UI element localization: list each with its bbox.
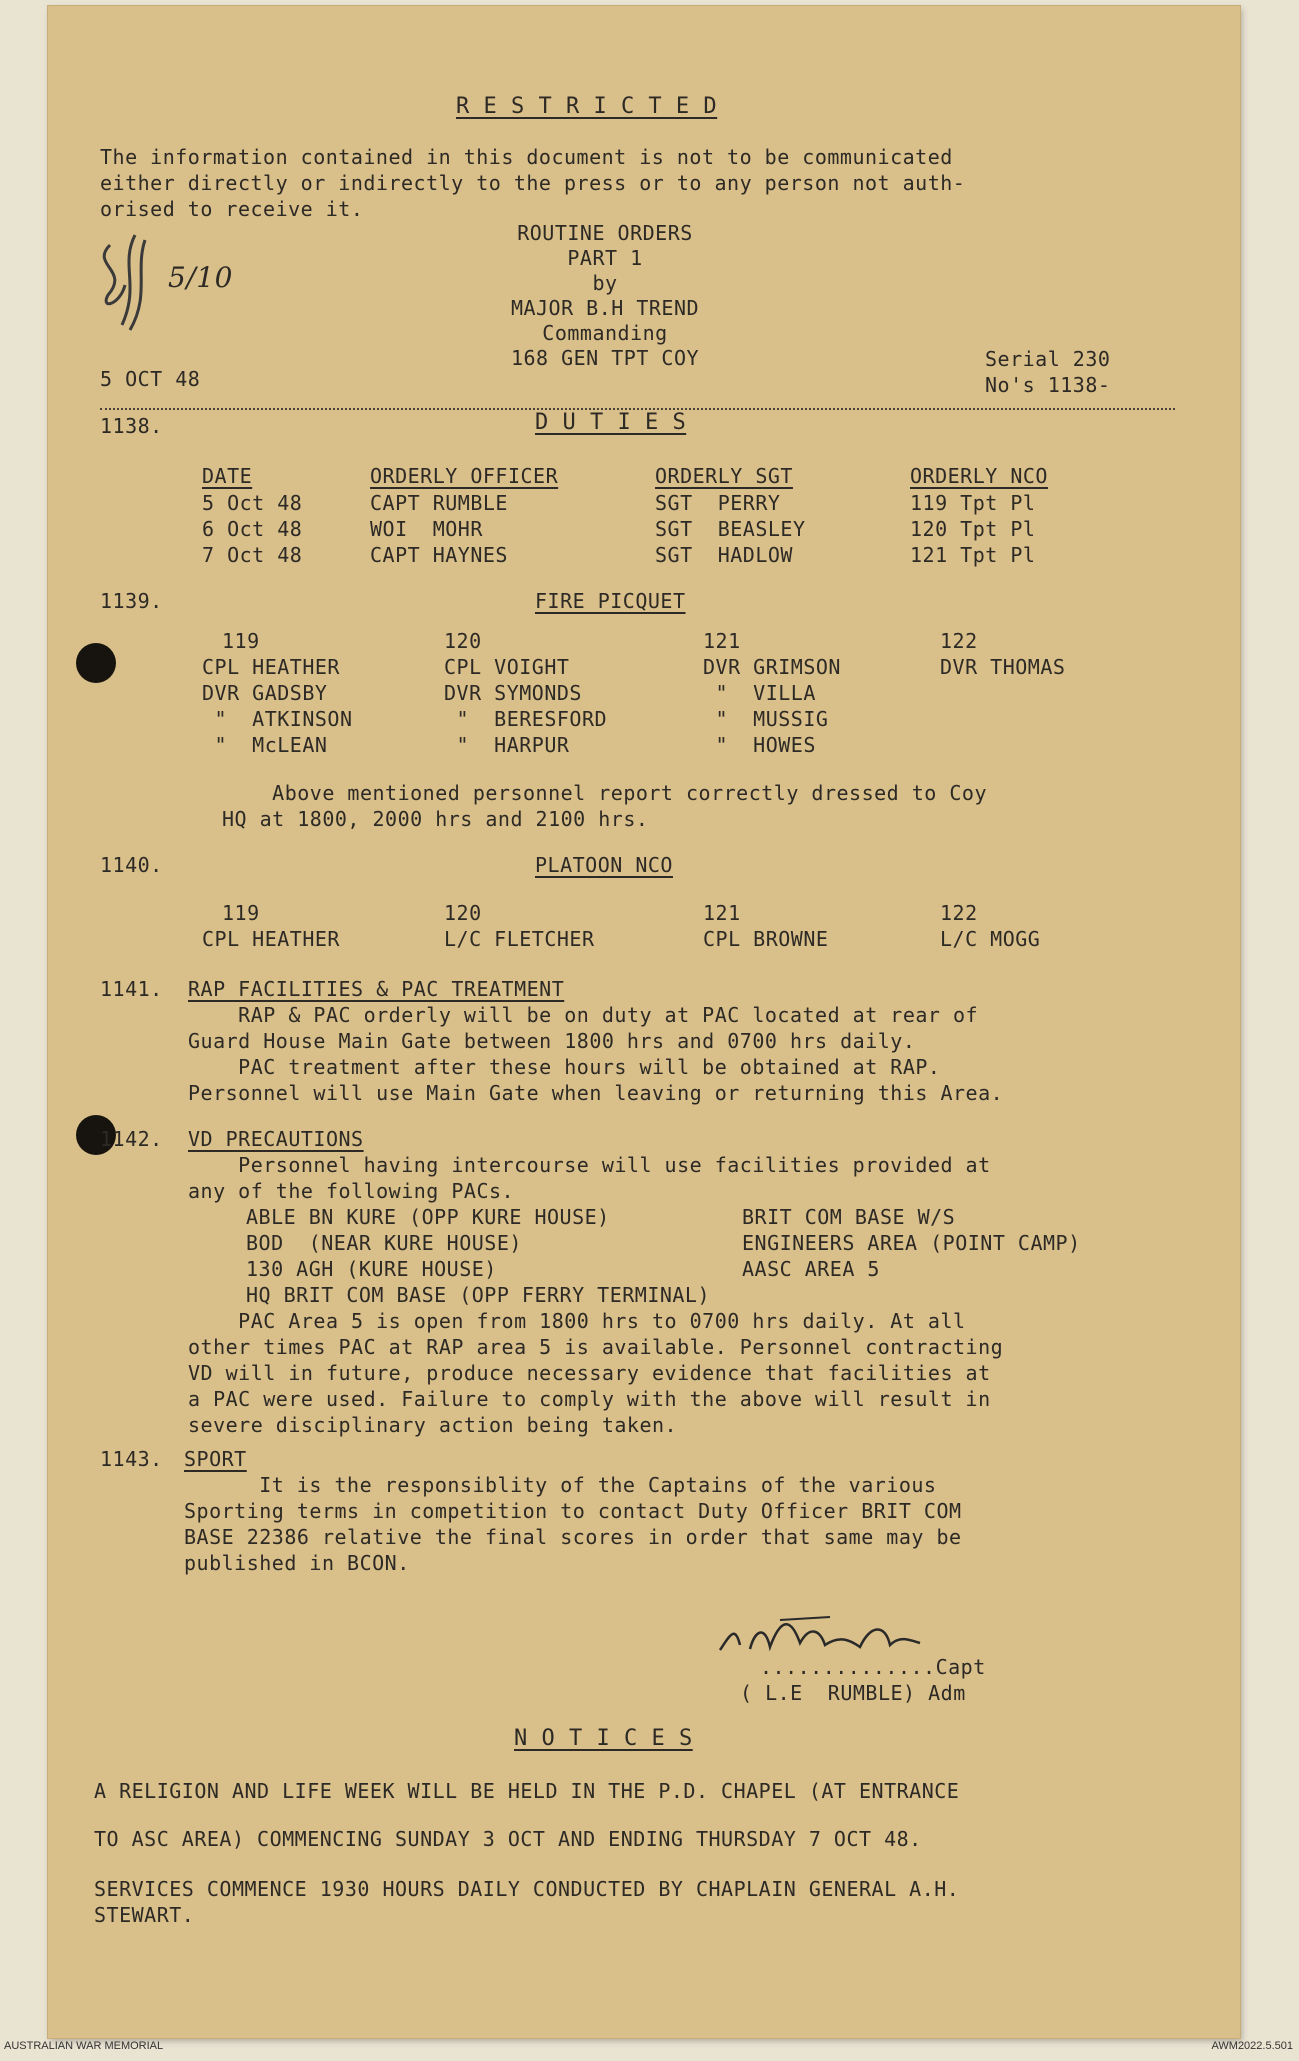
duties-heading: D U T I E S — [535, 410, 687, 435]
title-line-1: ROUTINE ORDERS — [517, 221, 693, 245]
notices-line-2: TO ASC AREA) COMMENCING SUNDAY 3 OCT AND ENDING THURSDAY 7 OCT 48. — [94, 1827, 922, 1851]
title-line-3: by — [592, 271, 618, 295]
duties-row-1-sgt: SGT PERRY — [655, 491, 781, 515]
duties-col-officer: ORDERLY OFFICER — [370, 464, 559, 488]
fire-picquet-121-line-2: " VILLA — [703, 681, 816, 705]
fire-picquet-120-line-3: " BERESFORD — [444, 707, 608, 731]
platoon-nco-heading: PLATOON NCO — [535, 853, 673, 877]
sport-heading: SPORT — [184, 1447, 247, 1471]
handwritten-mark — [80, 225, 233, 335]
vd-location-2-left: BOD (NEAR KURE HOUSE) — [246, 1231, 522, 1255]
paragraph-number-1141: 1141. — [100, 977, 163, 1001]
platoon-nco-119-name: CPL HEATHER — [202, 927, 340, 951]
fire-picquet-121-line-3: " MUSSIG — [703, 707, 829, 731]
duties-row-3-officer: CAPT HAYNES — [370, 543, 508, 567]
fire-picquet-120-line-2: DVR SYMONDS — [444, 681, 582, 705]
fire-picquet-119-line-4: " McLEAN — [202, 733, 328, 757]
vd-location-3-right: AASC AREA 5 — [742, 1257, 880, 1281]
vd-closing-line-4: a PAC were used. Failure to comply with the above will result in — [188, 1387, 991, 1411]
vd-location-1-right: BRIT COM BASE W/S — [742, 1205, 956, 1229]
duties-col-sgt: ORDERLY SGT — [655, 464, 793, 488]
vd-intro-line-2: any of the following PACs. — [188, 1179, 515, 1203]
restriction-notice-line-3: orised to receive it. — [100, 197, 364, 221]
classification-heading: R E S T R I C T E D — [456, 94, 718, 119]
fire-picquet-122-line-1: DVR THOMAS — [940, 655, 1066, 679]
fire-picquet-heading: FIRE PICQUET — [535, 589, 686, 613]
punch-hole-upper — [76, 643, 116, 683]
sport-line-3: BASE 22386 relative the final scores in order that same may be — [184, 1525, 962, 1549]
signature-dots-line: ..............Capt — [760, 1655, 986, 1679]
restriction-notice-line-1: The information contained in this document is not to be communicated — [100, 145, 953, 169]
duties-row-2-nco: 120 Tpt Pl — [910, 517, 1036, 541]
sport-line-2: Sporting terms in competition to contact Duty Officer BRIT COM — [184, 1499, 962, 1523]
fire-picquet-unit-122: 122 — [940, 629, 978, 653]
rap-line-2: Guard House Main Gate between 1800 hrs and 0700 hrs daily. — [188, 1029, 916, 1053]
vd-closing-line-1: PAC Area 5 is open from 1800 hrs to 0700 hrs daily. At all — [188, 1309, 966, 1333]
fire-picquet-note-line-2: HQ at 1800, 2000 hrs and 2100 hrs. — [222, 807, 649, 831]
platoon-nco-unit-119: 119 — [222, 901, 260, 925]
duties-row-2-sgt: SGT BEASLEY — [655, 517, 806, 541]
title-line-2: PART 1 — [567, 246, 643, 270]
handwritten-number: 5/10 — [168, 261, 233, 294]
fire-picquet-120-line-1: CPL VOIGHT — [444, 655, 570, 679]
fire-picquet-unit-119: 119 — [222, 629, 260, 653]
platoon-nco-unit-120: 120 — [444, 901, 482, 925]
restriction-notice-line-2: either directly or indirectly to the press or to any person not auth- — [100, 171, 966, 195]
vd-closing-line-5: severe disciplinary action being taken. — [188, 1413, 678, 1437]
duties-col-nco: ORDERLY NCO — [910, 464, 1048, 488]
paragraph-number-1140: 1140. — [100, 853, 163, 877]
fire-picquet-119-line-3: " ATKINSON — [202, 707, 353, 731]
vd-closing-line-2: other times PAC at RAP area 5 is available. Personnel contracting — [188, 1335, 1004, 1359]
sport-line-4: published in BCON. — [184, 1551, 410, 1575]
fire-picquet-121-line-1: DVR GRIMSON — [703, 655, 841, 679]
duties-row-2-date: 6 Oct 48 — [202, 517, 303, 541]
paragraph-number-1142: 1142. — [100, 1127, 163, 1151]
duties-row-1-nco: 119 Tpt Pl — [910, 491, 1036, 515]
platoon-nco-121-name: CPL BROWNE — [703, 927, 829, 951]
paragraph-number-1138: 1138. — [100, 414, 163, 438]
duties-row-2-officer: WOI MOHR — [370, 517, 483, 541]
fire-picquet-120-line-4: " HARPUR — [444, 733, 570, 757]
fire-picquet-121-line-4: " HOWES — [703, 733, 816, 757]
vd-closing-line-3: VD will in future, produce necessary evidence that facilities at — [188, 1361, 991, 1385]
rap-line-4: Personnel will use Main Gate when leaving or returning this Area. — [188, 1081, 1004, 1105]
serial-number: Serial 230 — [985, 347, 1111, 371]
notices-heading: N O T I C E S — [514, 1726, 693, 1751]
duties-row-1-officer: CAPT RUMBLE — [370, 491, 508, 515]
vd-location-1-left: ABLE BN KURE (OPP KURE HOUSE) — [246, 1205, 610, 1229]
platoon-nco-unit-122: 122 — [940, 901, 978, 925]
paragraph-number-1139: 1139. — [100, 589, 163, 613]
rap-line-1: RAP & PAC orderly will be on duty at PAC located at rear of — [188, 1003, 979, 1027]
sport-line-1: It is the responsiblity of the Captains of the various — [184, 1473, 937, 1497]
footer-accession-number: AWM2022.5.501 — [1211, 2040, 1293, 2052]
order-numbers: No's 1138- — [985, 373, 1111, 397]
notices-line-1: A RELIGION AND LIFE WEEK WILL BE HELD IN THE P.D. CHAPEL (AT ENTRANCE — [94, 1779, 960, 1803]
vd-intro-line-1: Personnel having intercourse will use facilities provided at — [188, 1153, 991, 1177]
platoon-nco-120-name: L/C FLETCHER — [444, 927, 595, 951]
vd-heading: VD PRECAUTIONS — [188, 1127, 364, 1151]
order-date: 5 OCT 48 — [100, 367, 201, 391]
footer-institution: AUSTRALIAN WAR MEMORIAL — [4, 2040, 164, 2052]
fire-picquet-note-line-1: Above mentioned personnel report correctly dressed to Coy — [222, 781, 988, 805]
notices-line-3: SERVICES COMMENCE 1930 HOURS DAILY CONDUCTED BY CHAPLAIN GENERAL A.H. — [94, 1877, 960, 1901]
title-line-4: MAJOR B.H TREND — [510, 296, 700, 320]
vd-location-2-right: ENGINEERS AREA (POINT CAMP) — [742, 1231, 1081, 1255]
fire-picquet-unit-120: 120 — [444, 629, 482, 653]
duties-row-3-date: 7 Oct 48 — [202, 543, 303, 567]
vd-location-3-left: 130 AGH (KURE HOUSE) — [246, 1257, 497, 1281]
duties-col-date: DATE — [202, 464, 253, 488]
fire-picquet-119-line-1: CPL HEATHER — [202, 655, 340, 679]
duties-row-1-date: 5 Oct 48 — [202, 491, 303, 515]
title-line-5: Commanding — [542, 321, 668, 345]
platoon-nco-unit-121: 121 — [703, 901, 741, 925]
signature-name-line: ( L.E RUMBLE) Adm — [740, 1681, 966, 1705]
duties-row-3-nco: 121 Tpt Pl — [910, 543, 1036, 567]
title-line-6: 168 GEN TPT COY — [510, 346, 700, 370]
rap-line-3: PAC treatment after these hours will be obtained at RAP. — [188, 1055, 941, 1079]
vd-location-4-left: HQ BRIT COM BASE (OPP FERRY TERMINAL) — [246, 1283, 711, 1307]
paragraph-number-1143: 1143. — [100, 1447, 163, 1471]
platoon-nco-122-name: L/C MOGG — [940, 927, 1041, 951]
notices-line-4: STEWART. — [94, 1903, 195, 1927]
fire-picquet-unit-121: 121 — [703, 629, 741, 653]
rap-heading: RAP FACILITIES & PAC TREATMENT — [188, 977, 565, 1001]
duties-row-3-sgt: SGT HADLOW — [655, 543, 793, 567]
fire-picquet-119-line-2: DVR GADSBY — [202, 681, 328, 705]
